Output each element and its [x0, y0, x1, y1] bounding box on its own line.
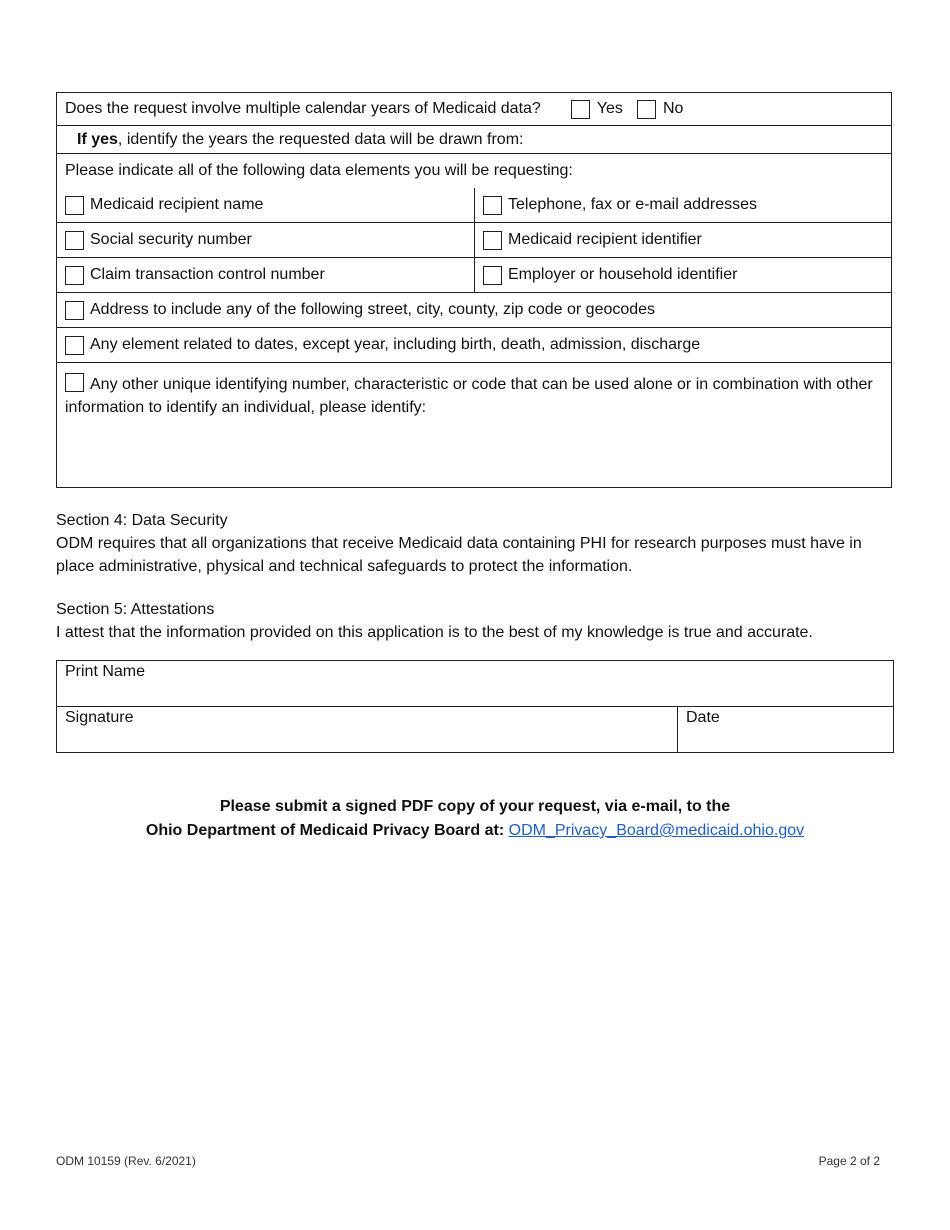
no-option[interactable]: [637, 100, 683, 119]
element-label: Any other unique identifying number, characteristic or code that can be used alone or in combination with other information to identify an individual, please identify:: [65, 376, 873, 416]
signature-row: [57, 707, 893, 752]
indicate-row: [57, 154, 891, 188]
element-checkbox-claim-number[interactable]: [65, 266, 84, 285]
element-cell[interactable]: [57, 258, 474, 292]
element-cell[interactable]: [57, 223, 474, 257]
element-checkbox-address[interactable]: [65, 301, 84, 320]
element-checkbox-recipient-name[interactable]: [65, 196, 84, 215]
if-yes-cell[interactable]: [57, 126, 531, 153]
submit-line-2: Ohio Department of Medicaid Privacy Board at:: [145, 822, 505, 839]
data-elements-table: [56, 92, 892, 488]
element-label: Medicaid recipient identifier: [508, 231, 702, 248]
submit-line-2-wrap: [0, 819, 950, 843]
signature-table: [56, 660, 894, 753]
signature-label: Signature: [65, 709, 134, 726]
element-row-5: [57, 328, 891, 363]
element-cell[interactable]: [474, 258, 891, 292]
multi-year-question-row: [57, 93, 891, 126]
no-label: No: [662, 100, 684, 117]
submit-line-1: Please submit a signed PDF copy of your request, via e-mail, to the: [219, 798, 731, 815]
date-field[interactable]: [678, 707, 893, 752]
element-checkbox-employer-identifier[interactable]: [483, 266, 502, 285]
page-number: Page 2 of 2: [818, 1154, 880, 1168]
element-row-6: [57, 363, 891, 487]
element-checkbox-telephone[interactable]: [483, 196, 502, 215]
privacy-board-email-link[interactable]: ODM_Privacy_Board@medicaid.ohio.gov: [508, 822, 805, 839]
multi-year-question: Does the request involve multiple calendar years of Medicaid data?: [65, 100, 541, 117]
element-checkbox-other[interactable]: [65, 373, 84, 392]
section-5-body: I attest that the information provided on this application is to the best of my knowledge is true and accurate.: [56, 624, 813, 641]
element-cell[interactable]: [474, 223, 891, 257]
element-label: Any element related to dates, except year, including birth, death, admission, discharge: [90, 336, 701, 353]
if-yes-bold: If yes: [77, 130, 118, 148]
form-id: ODM 10159 (Rev. 6/2021): [56, 1154, 196, 1168]
yes-option[interactable]: [571, 100, 623, 119]
element-cell[interactable]: [57, 293, 663, 327]
signature-field[interactable]: [57, 707, 678, 752]
yes-label: Yes: [596, 100, 623, 117]
element-checkbox-dates[interactable]: [65, 336, 84, 355]
element-cell[interactable]: [57, 328, 708, 362]
section-5-title: Section 5: Attestations: [56, 601, 215, 618]
element-row-1: [57, 188, 891, 223]
yes-checkbox[interactable]: [571, 100, 590, 119]
submit-instructions: [0, 795, 950, 843]
element-label: Telephone, fax or e-mail addresses: [508, 196, 758, 213]
element-cell-other[interactable]: [57, 363, 891, 419]
section-4-title: Section 4: Data Security: [56, 512, 228, 529]
if-yes-row: [57, 126, 891, 154]
section-4-body: ODM requires that all organizations that receive Medicaid data containing PHI for research purposes must have in place administrative, physical and technical safeguards to protect the information.: [56, 535, 862, 575]
element-label: Medicaid recipient name: [90, 196, 264, 213]
if-yes-text: , identify the years the requested data will be drawn from:: [117, 130, 524, 148]
element-row-3: [57, 258, 891, 293]
element-cell[interactable]: [474, 188, 891, 222]
date-label: Date: [686, 709, 720, 726]
element-checkbox-recipient-identifier[interactable]: [483, 231, 502, 250]
element-checkbox-ssn[interactable]: [65, 231, 84, 250]
indicate-text: Please indicate all of the following data elements you will be requesting:: [65, 162, 573, 179]
section-4: [56, 509, 896, 578]
element-cell[interactable]: [57, 188, 474, 222]
yes-no-options: [571, 100, 698, 119]
no-checkbox[interactable]: [637, 100, 656, 119]
multi-year-question-cell: [57, 93, 705, 125]
section-5: [56, 598, 896, 644]
element-label: Social security number: [90, 231, 252, 248]
element-row-2: [57, 223, 891, 258]
element-label: Employer or household identifier: [508, 266, 738, 283]
print-name-label: Print Name: [65, 663, 146, 680]
print-name-field[interactable]: [57, 661, 893, 707]
element-label: Address to include any of the following street, city, county, zip code or geocodes: [90, 301, 656, 318]
element-label: Claim transaction control number: [90, 266, 325, 283]
element-row-4: [57, 293, 891, 328]
